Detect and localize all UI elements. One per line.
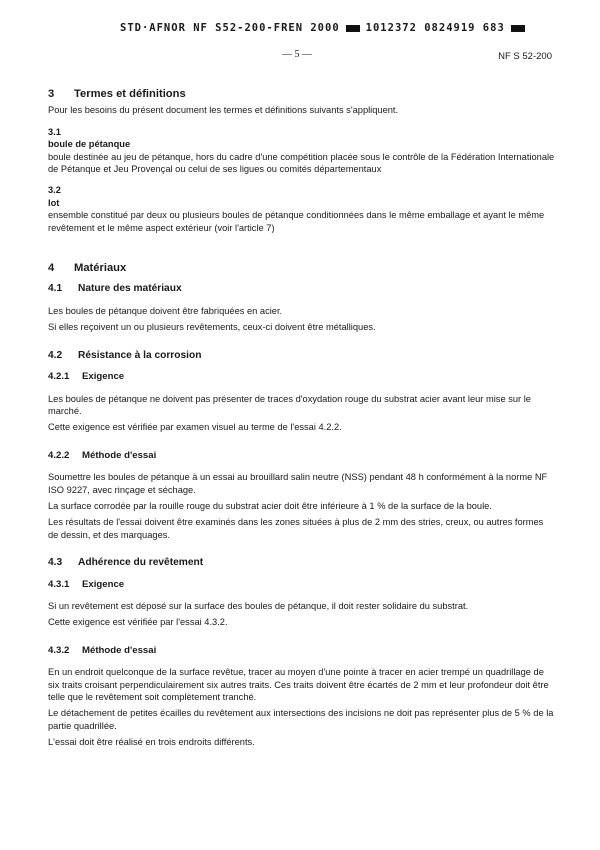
section-title: Termes et définitions: [74, 88, 186, 100]
stamp-bar-mark: [346, 25, 360, 32]
paragraph: Les résultats de l'essai doivent être examinés dans les zones situées à plus de 2 mm des stries, creux, ou autres formes de dessin, et des marquages.: [48, 517, 544, 540]
paragraph: Pour les besoins du présent document les termes et définitions suivants s'appliquent.: [48, 105, 399, 116]
subsection-title: Méthode d'essai: [82, 449, 157, 461]
term-number: 3.1: [48, 126, 61, 137]
term-number: 3.2: [48, 185, 61, 196]
paragraph: Les boules de pétanque ne doivent pas présenter de traces d'oxydation rouge du substrat acier avant leur mise sur le marché.: [48, 393, 531, 416]
subsection-number: 4.3: [48, 557, 63, 569]
paragraph: Cette exigence est vérifiée par l'essai 4.3.2.: [48, 617, 228, 628]
stamp-code: 1012372 0824919 683: [365, 22, 505, 34]
stamp-text: STD·AFNOR NF S52-200-FREN 2000: [120, 22, 340, 34]
term-definition: ensemble constitué par deux ou plusieurs boules de pétanque conditionnées dans le même emballage et ayant le même revêtement et le même aspect extérieur (voir l'article 7): [48, 210, 545, 233]
subsection-4-2-heading: [48, 350, 556, 362]
section-number: 4: [48, 262, 55, 275]
subsection-title: Adhérence du revêtement: [78, 557, 204, 569]
subsection-title: Méthode d'essai: [82, 644, 157, 656]
stamp-bar-mark-end: [511, 25, 525, 32]
paragraph: Si un revêtement est déposé sur la surface des boules de pétanque, il doit rester solidaire du substrat.: [48, 600, 469, 611]
document-body: [48, 88, 556, 749]
subsection-4-2-1-heading: [48, 371, 556, 383]
subsection-4-2-2-heading: [48, 450, 556, 462]
subsection-4-1-heading: [48, 283, 556, 295]
section-title: Matériaux: [74, 262, 127, 275]
section-number: 3: [48, 88, 55, 100]
subsection-title: Nature des matériaux: [78, 283, 182, 295]
paragraph: En un endroit quelconque de la surface revêtue, tracer au moyen d'une pointe à tracer en acier trempé un quadrillage de six traits croisant perpendiculairement six autres traits. Ces traits doivent être écartés de 2 mm et leur profondeur doit être telle que le revêtement soit complètement tranché.: [48, 667, 549, 702]
section-3-heading: [48, 88, 556, 100]
subsection-number: 4.3.2: [48, 644, 70, 656]
subsection-4-3-heading: [48, 557, 556, 569]
subsection-title: Exigence: [82, 578, 125, 590]
term-name: boule de pétanque: [48, 139, 131, 150]
subsection-number: 4.2.2: [48, 449, 70, 461]
paragraph: Soumettre les boules de pétanque à un essai au brouillard salin neutre (NSS) pendant 48 h conformément à la norme NF ISO 9227, avec rinçage et séchage.: [48, 472, 548, 495]
paragraph: La surface corrodée par la rouille rouge du substrat acier doit être inférieure à 1 % de la surface de la boule.: [48, 500, 492, 511]
term-name: lot: [48, 197, 60, 208]
term-definition: boule destinée au jeu de pétanque, hors du cadre d'une compétition placée sous le contrôle de la Fédération Internationale de Pétanque et Jeu Provençal ou celui de ses ligues ou comités départementaux: [48, 151, 555, 175]
subsection-title: Résistance à la corrosion: [78, 349, 202, 361]
subsection-title: Exigence: [82, 371, 125, 383]
paragraph: Les boules de pétanque doivent être fabriquées en acier.: [48, 305, 283, 316]
subsection-number: 4.3.1: [48, 578, 70, 590]
standard-reference: NF S 52-200: [498, 51, 552, 62]
paragraph: Le détachement de petites écailles du revêtement aux intersections des incisions ne doit pas représenter plus de 5 % de la partie quadrillée.: [48, 708, 554, 731]
subsection-number: 4.2: [48, 349, 63, 361]
section-4-heading: [48, 262, 556, 274]
header-stamp: [120, 22, 560, 34]
subsection-number: 4.2.1: [48, 371, 70, 383]
paragraph: Cette exigence est vérifiée par examen visuel au terme de l'essai 4.2.2.: [48, 422, 342, 433]
paragraph: L'essai doit être réalisé en trois endroits différents.: [48, 737, 255, 748]
subsection-4-3-2-heading: [48, 645, 556, 657]
subsection-4-3-1-heading: [48, 579, 556, 591]
paragraph: Si elles reçoivent un ou plusieurs revêtements, ceux-ci doivent être métalliques.: [48, 322, 376, 333]
page-number: — 5 —: [282, 49, 312, 60]
subsection-number: 4.1: [48, 283, 63, 295]
